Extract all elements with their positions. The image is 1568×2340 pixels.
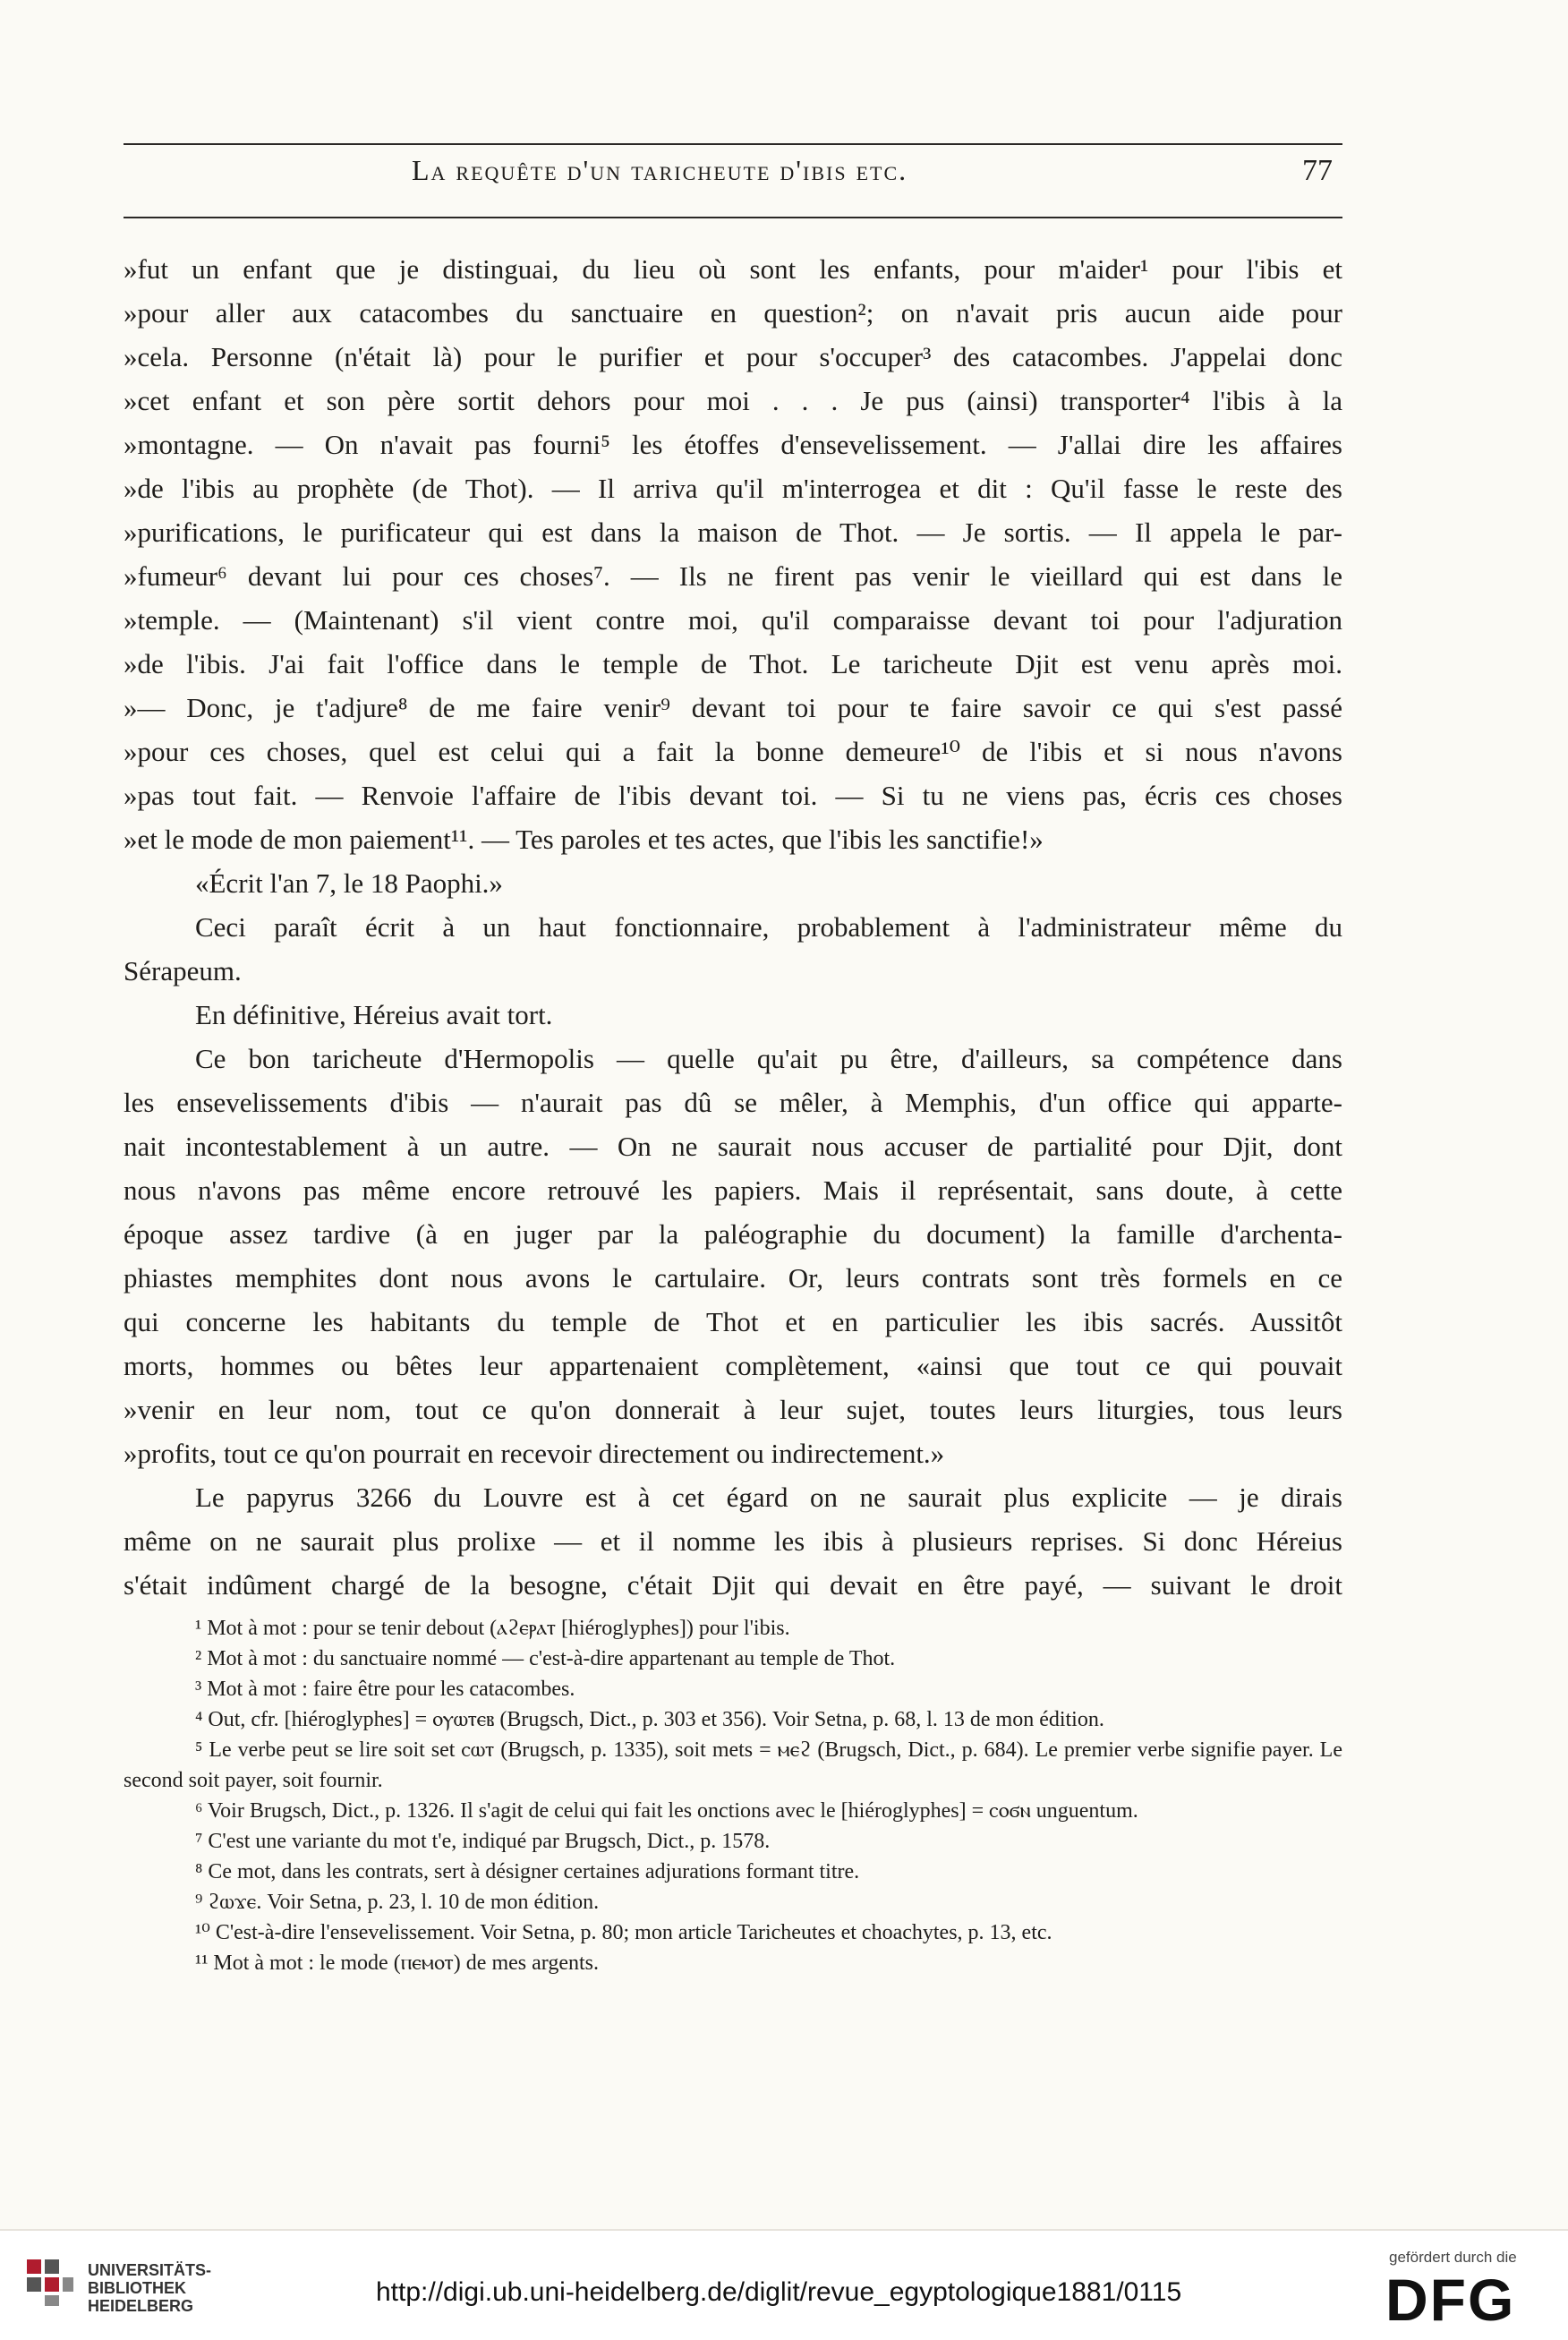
header-rule-top xyxy=(124,143,1342,145)
running-head: La requête d'un taricheute d'ibis etc. xyxy=(412,154,908,186)
body-line: »de l'ibis au prophète (de Thot). — Il arriva qu'il m'interrogea et dit : Qu'il fasse le reste des xyxy=(124,473,1342,504)
date-line: «Écrit l'an 7, le 18 Paophi.» xyxy=(195,867,503,899)
body-line: »de l'ibis. J'ai fait l'office dans le temple de Thot. Le taricheute Djit est venu après moi. xyxy=(124,648,1342,679)
body-line: »temple. — (Maintenant) s'il vient contre moi, qu'il comparaisse devant toi pour l'adjuration xyxy=(124,604,1342,636)
paragraph-3-line: »profits, tout ce qu'on pourrait en recevoir directement ou indirectement.» xyxy=(124,1438,945,1469)
footnote: ⁴ Out, cfr. [hiéroglyphes] = ⲟⲩⲱⲧⲉⲃ (Brugsch, Dict., p. 303 et 356). Voir Setna, p. 68, l. 13 de mon édition. xyxy=(195,1708,1104,1731)
footnote: ² Mot à mot : du sanctuaire nommé — c'est-à-dire appartenant au temple de Thot. xyxy=(195,1647,896,1670)
footnote: ³ Mot à mot : faire être pour les catacombes. xyxy=(195,1678,575,1701)
source-url-link[interactable]: http://digi.ub.uni-heidelberg.de/diglit/revue_egyptologique1881/0115 xyxy=(376,2277,1182,2307)
paragraph-3-line: les ensevelissements d'ibis — n'aurait pas dû se mêler, à Memphis, d'un office qui apparte- xyxy=(124,1087,1342,1118)
paragraph-3-line: phiastes memphites dont nous avons le cartulaire. Or, leurs contrats sont très formels en ce xyxy=(124,1262,1342,1294)
body-line: »fut un enfant que je distinguai, du lieu où sont les enfants, pour m'aider¹ pour l'ibis et xyxy=(124,253,1342,285)
body-line: »pour ces choses, quel est celui qui a fait la bonne demeure¹⁰ de l'ibis et si nous n'avons xyxy=(124,736,1342,767)
footnotes xyxy=(124,1613,1342,1978)
body-line: »purifications, le purificateur qui est dans la maison de Thot. — Je sortis. — Il appela le par- xyxy=(124,517,1342,548)
footnote: ¹ Mot à mot : pour se tenir debout (ⲁϩⲉⲣⲁⲧ [hiéroglyphes]) pour l'ibis. xyxy=(195,1617,790,1640)
university-library-logo-icon xyxy=(23,2256,77,2310)
body-line: »et le mode de mon paiement¹¹. — Tes paroles et tes actes, que l'ibis les sanctifie!» xyxy=(124,824,1044,855)
paragraph-4-line: même on ne saurait plus prolixe — et il nomme les ibis à plusieurs reprises. Si donc Héreius xyxy=(124,1525,1342,1557)
body-line: »cela. Personne (n'était là) pour le purifier et pour s'occuper³ des catacombes. J'appelai donc xyxy=(124,341,1342,372)
library-name-line: HEIDELBERG xyxy=(88,2297,194,2315)
footnote: ¹⁰ C'est-à-dire l'ensevelissement. Voir Setna, p. 80; mon article Taricheutes et choachytes, p. 13, etc. xyxy=(195,1921,1052,1944)
paragraph-3-line: morts, hommes ou bêtes leur appartenaient complètement, «ainsi que tout ce qui pouvait xyxy=(124,1350,1342,1381)
footnote: ¹¹ Mot à mot : le mode (ⲡⲉⲙⲟⲧ) de mes argents. xyxy=(195,1951,599,1975)
library-name-line: UNIVERSITÄTS- xyxy=(88,2261,212,2279)
body-line: »montagne. — On n'avait pas fourni⁵ les étoffes d'ensevelissement. — J'allai dire les affaires xyxy=(124,429,1342,460)
page-number: 77 xyxy=(1302,154,1333,187)
footnote: ⁹ ϩⲱϫⲉ. Voir Setna, p. 23, l. 10 de mon édition. xyxy=(195,1891,600,1914)
paragraph-4-line: s'était indûment chargé de la besogne, c'était Djit qui devait en être payé, — suivant le droit xyxy=(124,1569,1342,1601)
paragraph-1-line: Ceci paraît écrit à un haut fonctionnaire, probablement à l'administrateur même du xyxy=(195,911,1342,943)
paragraph-3-line: qui concerne les habitants du temple de Thot et en particulier les ibis sacrés. Aussitôt xyxy=(124,1306,1342,1337)
paragraph-2: En définitive, Héreius avait tort. xyxy=(195,999,553,1030)
body-line: »fumeur⁶ devant lui pour ces choses⁷. — Ils ne firent pas venir le vieillard qui est dans le xyxy=(124,560,1342,592)
body-line: »pour aller aux catacombes du sanctuaire en question²; on n'avait pris aucun aide pour xyxy=(124,297,1342,329)
library-name-line: BIBLIOTHEK xyxy=(88,2279,186,2297)
footnote: ⁸ Ce mot, dans les contrats, sert à désigner certaines adjurations formant titre. xyxy=(195,1860,860,1883)
footnote: ⁵ Le verbe peut se lire soit set ⲥⲱⲧ (Brugsch, p. 1335), soit mets = ⲙⲉϩ (Brugsch, Dict., p. 684). Le premier verbe signifie payer. Le second soit payer, soit fournir. xyxy=(124,1738,1342,1792)
body-line: »cet enfant et son père sortit dehors pour moi . . . Je pus (ainsi) transporter⁴ l'ibis à la xyxy=(124,385,1342,416)
paragraph-3-line: nous n'avons pas même encore retrouvé les papiers. Mais il représentait, sans doute, à cette xyxy=(124,1174,1342,1206)
paragraph-1-line: Sérapeum. xyxy=(124,955,242,986)
funded-by-label: gefördert durch die xyxy=(1389,2249,1517,2266)
dfg-logo: DFG xyxy=(1385,2267,1516,2333)
header-rule-bottom xyxy=(124,217,1342,218)
paragraph-3-line: Ce bon taricheute d'Hermopolis — quelle qu'ait pu être, d'ailleurs, sa compétence dans xyxy=(195,1043,1342,1074)
paragraph-4-line: Le papyrus 3266 du Louvre est à cet égard on ne saurait plus explicite — je dirais xyxy=(195,1482,1342,1513)
body-line: »— Donc, je t'adjure⁸ de me faire venir⁹ devant toi pour te faire savoir ce qui s'est passé xyxy=(124,692,1342,723)
footnote: ⁶ Voir Brugsch, Dict., p. 1326. Il s'agit de celui qui fait les onctions avec le [hiéroglyphes] = ⲥⲟϭⲛ unguentum. xyxy=(195,1799,1138,1823)
footnote: ⁷ C'est une variante du mot t'e, indiqué par Brugsch, Dict., p. 1578. xyxy=(195,1830,771,1853)
paragraph-3-line: »venir en leur nom, tout ce qu'on donnerait à leur sujet, toutes leurs liturgies, tous leurs xyxy=(124,1394,1342,1425)
library-name xyxy=(88,2261,211,2315)
body-text xyxy=(124,247,1342,1607)
body-line: »pas tout fait. — Renvoie l'affaire de l'ibis devant toi. — Si tu ne viens pas, écris ces choses xyxy=(124,780,1342,811)
footer-bar xyxy=(0,2229,1568,2340)
paragraph-3-line: nait incontestablement à un autre. — On ne saurait nous accuser de partialité pour Djit, dont xyxy=(124,1131,1342,1162)
paragraph-3-line: époque assez tardive (à en juger par la paléographie du document) la famille d'archenta- xyxy=(124,1218,1342,1250)
